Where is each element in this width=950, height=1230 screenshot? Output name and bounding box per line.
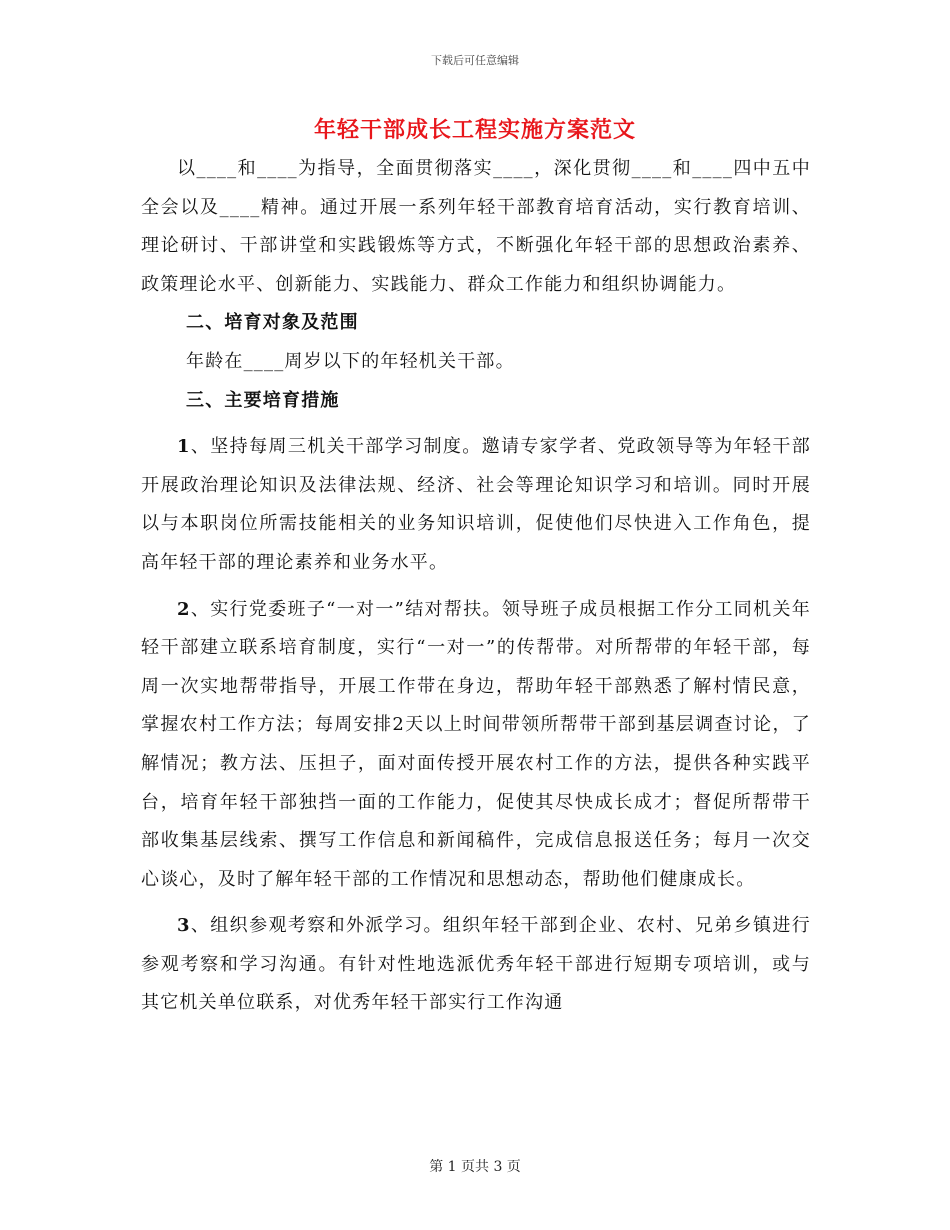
section-heading (141, 382, 811, 421)
heading-text: 三、主要培育措施 (186, 389, 340, 411)
measure-item (141, 899, 811, 1023)
paragraph-text: 年龄在____周岁以下的年轻机关干部。 (186, 350, 515, 372)
item-number: 1 (177, 436, 191, 458)
item-number: 3 (177, 915, 191, 937)
paragraph-text: 、组织参观考察和外派学习。组织年轻干部到企业、农村、兄弟乡镇进行参观考察和学习沟通。有针对性地选派优秀年轻干部进行短期专项培训，或与其它机关单位联系，对优秀年轻干部实行工作沟通 (141, 915, 811, 1014)
page-header-note: 下载后可任意编辑 (431, 54, 519, 67)
document-body (141, 150, 811, 1023)
paragraph-text: 、坚持每周三机关干部学习制度。邀请专家学者、党政领导等为年轻干部开展政治理论知识及法律法规、经济、社会等理论知识学习和培训。同时开展以与本职岗位所需技能相关的业务知识培训，促使他们尽快进入工作角色，提高年轻干部的理论素养和业务水平。 (141, 436, 811, 573)
measure-item (141, 420, 811, 582)
paragraph-text: 以____和____为指导，全面贯彻落实____，深化贯彻____和____四中五中全会以及____精神。通过开展一系列年轻干部教育培育活动，实行教育培训、理论研讨、干部讲堂和实践锻炼等方式，不断强化年轻干部的思想政治素养、政策理论水平、创新能力、实践能力、群众工作能力和组织协调能力。 (141, 158, 811, 295)
document-title: 年轻干部成长工程实施方案范文 (313, 117, 636, 143)
heading-text: 二、培育对象及范围 (186, 312, 359, 334)
item-number: 2 (177, 598, 191, 620)
page-number: 第 1 页共 3 页 (429, 1159, 521, 1175)
measure-item (141, 583, 811, 900)
scope-paragraph (141, 343, 811, 382)
intro-paragraph (141, 150, 811, 304)
paragraph-text: 、实行党委班子“一对一”结对帮扶。领导班子成员根据工作分工同机关年轻干部建立联系培育制度，实行“一对一”的传帮带。对所帮带的年轻干部，每周一次实地帮带指导，开展工作带在身边，帮助年轻干部熟悉了解村情民意，掌握农村工作方法；每周安排2天以上时间带领所帮带干部到基层调查讨论，了解情况；教方法、压担子，面对面传授开展农村工作的方法，提供各种实践平台，培育年轻干部独挡一面的工作能力，促使其尽快成长成才；督促所帮带干部收集基层线索、撰写工作信息和新闻稿件，完成信息报送任务；每月一次交心谈心，及时了解年轻干部的工作情况和思想动态，帮助他们健康成长。 (141, 598, 811, 890)
section-heading (141, 304, 811, 343)
